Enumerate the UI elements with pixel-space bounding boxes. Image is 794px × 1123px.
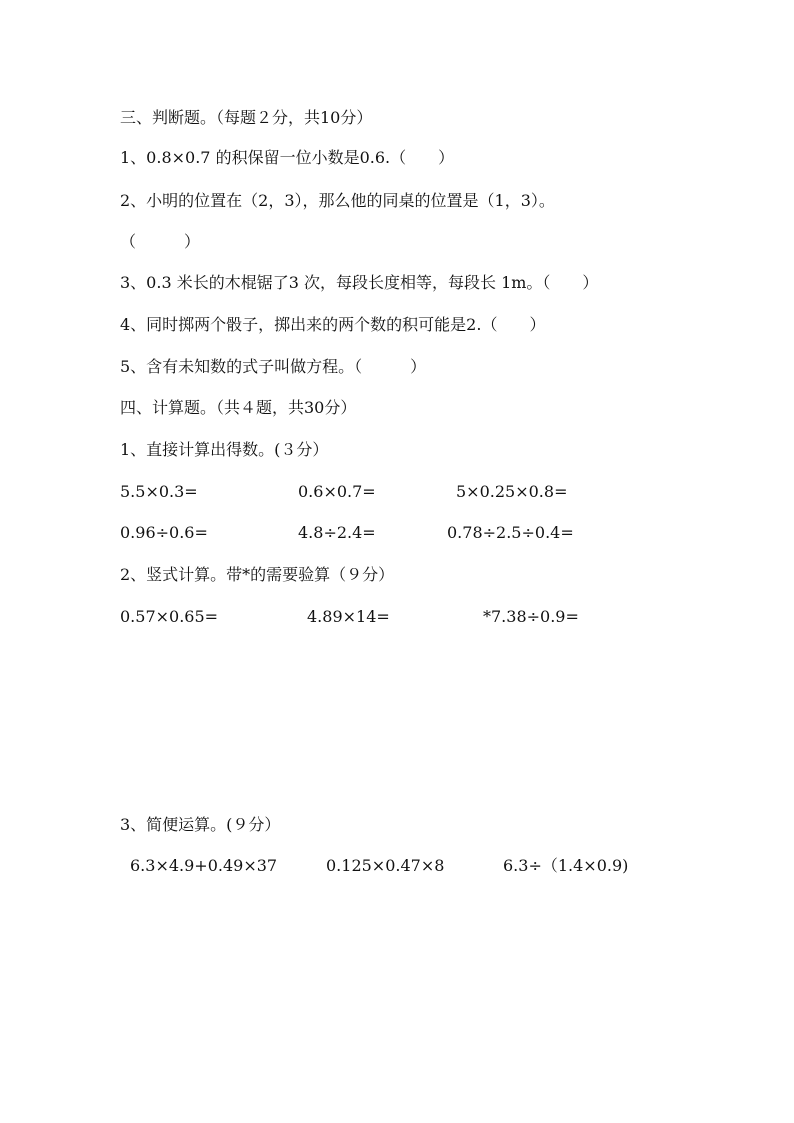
judge-item-5: 5、含有未知数的式子叫做方程。（ ） <box>120 357 427 376</box>
judge-item-3: 3、0.3 米长的木棍锯了3 次，每段长度相等，每段长 1m。（ ） <box>120 273 599 292</box>
calc-q2-expr: 4.89×14= <box>307 607 390 626</box>
calc-q3-expr: 6.3÷（1.4×0.9) <box>503 856 629 875</box>
calc-q3-expr: 6.3×4.9+0.49×37 <box>130 856 278 875</box>
judge-item-4: 4、同时掷两个骰子，掷出来的两个数的积可能是2.（ ） <box>120 315 546 334</box>
calc-q1-expr: 0.96÷0.6= <box>120 523 208 542</box>
section4-title: 四、计算题。（共４题，共30分） <box>120 398 357 417</box>
calc-q1-title: 1、直接计算出得数。(３分） <box>120 440 329 459</box>
calc-q1-expr: 4.8÷2.4= <box>298 523 376 542</box>
judge-item-2: 2、小明的位置在（2，3），那么他的同桌的位置是（1，3）。 <box>120 191 555 210</box>
judge-item-2-answer: （ ） <box>120 232 201 251</box>
calc-q1-expr: 5.5×0.3= <box>120 482 198 501</box>
calc-q2-expr: 0.57×0.65= <box>120 607 219 626</box>
calc-q1-expr: 0.6×0.7= <box>298 482 376 501</box>
calc-q1-expr: 5×0.25×0.8= <box>456 482 568 501</box>
calc-q2-title: 2、竖式计算。带*的需要验算（９分） <box>120 565 395 584</box>
calc-q2-expr: *7.38÷0.9= <box>483 607 579 626</box>
judge-item-1: 1、0.8×0.7 的积保留一位小数是0.6.（ ） <box>120 148 455 167</box>
calc-q3-expr: 0.125×0.47×8 <box>326 856 445 875</box>
section3-title: 三、判断题。（每题２分，共10分） <box>120 108 373 127</box>
calc-q1-expr: 0.78÷2.5÷0.4= <box>447 523 574 542</box>
calc-q3-title: 3、简便运算。(９分） <box>120 815 281 834</box>
